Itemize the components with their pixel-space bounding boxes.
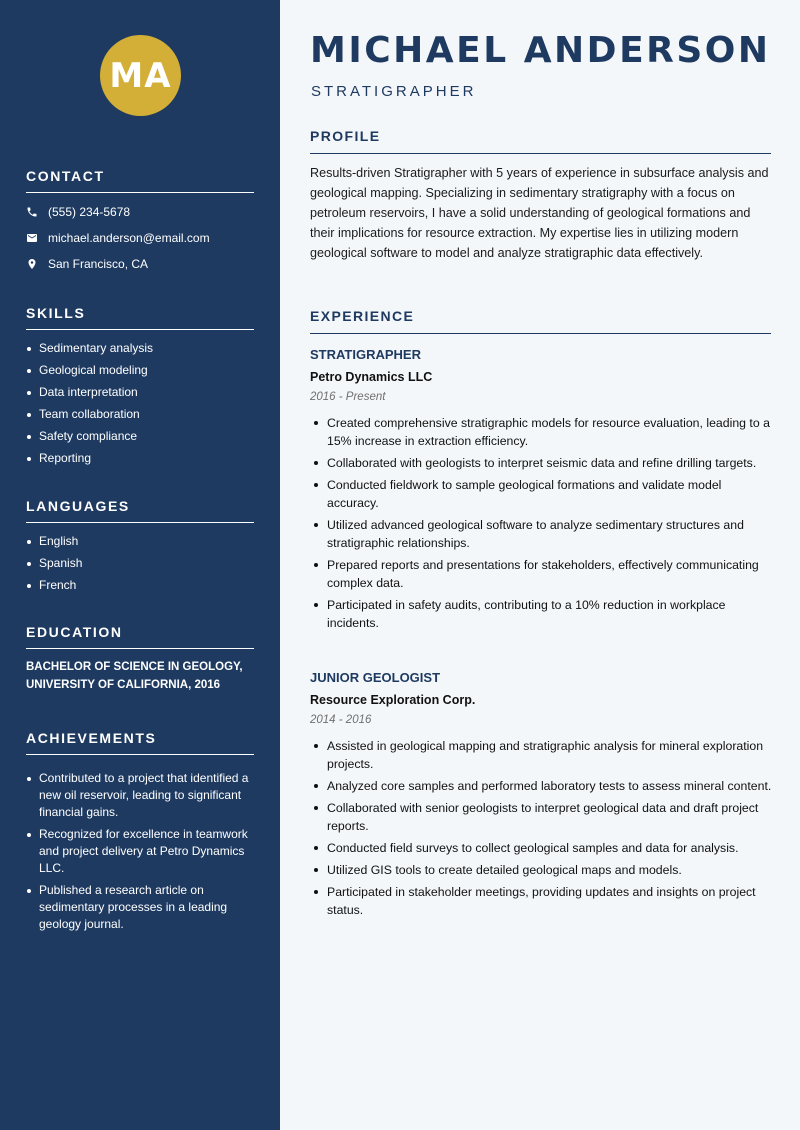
job-bullet: Utilized advanced geological software to analyze sedimentary structures and stratigraphic relationships.	[310, 516, 775, 552]
job-bullet: Conducted field surveys to collect geological samples and data for analysis.	[310, 839, 775, 857]
achievement-item: Contributed to a project that identified a new oil reservoir, leading to significant financial gains.	[26, 770, 256, 821]
sidebar	[0, 0, 280, 1130]
location-text: San Francisco, CA	[48, 257, 149, 271]
profile-heading: PROFILE	[310, 128, 771, 154]
contact-phone[interactable]	[26, 205, 130, 219]
skill-item: Reporting	[26, 450, 256, 467]
job-bullet: Participated in stakeholder meetings, providing updates and insights on project status.	[310, 883, 775, 919]
profile-text: Results-driven Stratigrapher with 5 years of experience in subsurface analysis and geological mapping. Specializing in sedimentary stratigraphy with a focus on petroleum reservoirs, I have a solid understanding of geological formations and their implications for resource extraction. My expertise lies in utilizing modern geological software to model and analyze stratigraphic data effectively.	[310, 166, 769, 260]
job-title: STRATIGRAPHER	[310, 347, 421, 362]
contact-heading: CONTACT	[26, 168, 254, 193]
job-title-header: STRATIGRAPHER	[311, 83, 477, 100]
language-item: French	[26, 577, 256, 594]
job-bullet: Conducted fieldwork to sample geological formations and validate model accuracy.	[310, 476, 775, 512]
skill-item: Team collaboration	[26, 406, 256, 423]
education-entry: BACHELOR OF SCIENCE IN GEOLOGY, UNIVERSITY OF CALIFORNIA, 2016	[26, 661, 243, 691]
job-dates: 2016 - Present	[310, 391, 386, 403]
candidate-name: MICHAEL ANDERSON	[310, 30, 771, 71]
job-bullet: Collaborated with geologists to interpret seismic data and refine drilling targets.	[310, 454, 775, 472]
job-bullet: Participated in safety audits, contributing to a 10% reduction in workplace incidents.	[310, 596, 775, 632]
skill-item: Geological modeling	[26, 362, 256, 379]
language-item: Spanish	[26, 555, 256, 572]
job-dates: 2014 - 2016	[310, 714, 372, 726]
achievement-item: Recognized for excellence in teamwork and project delivery at Petro Dynamics LLC.	[26, 826, 256, 877]
skill-item: Safety compliance	[26, 428, 256, 445]
job-bullet: Created comprehensive stratigraphic models for resource evaluation, leading to a 15% increase in extraction efficiency.	[310, 414, 775, 450]
job-bullets	[310, 737, 775, 923]
job-bullets	[310, 414, 775, 636]
avatar: MA	[100, 35, 181, 116]
languages-list	[26, 533, 256, 599]
job-bullet: Analyzed core samples and performed laboratory tests to assess mineral content.	[310, 777, 775, 795]
job-bullet: Collaborated with senior geologists to interpret geological data and draft project reports.	[310, 799, 775, 835]
language-item: English	[26, 533, 256, 550]
education-heading: EDUCATION	[26, 624, 254, 649]
phone-text: (555) 234-5678	[48, 205, 131, 219]
skill-item: Sedimentary analysis	[26, 340, 256, 357]
email-text: michael.anderson@email.com	[48, 231, 210, 245]
achievement-item: Published a research article on sedimentary processes in a leading geology journal.	[26, 882, 256, 933]
company-name: Resource Exploration Corp.	[310, 693, 476, 707]
achievements-heading: ACHIEVEMENTS	[26, 730, 254, 755]
location-pin-icon	[26, 258, 38, 270]
email-icon	[26, 232, 38, 244]
skills-list	[26, 340, 256, 472]
job-bullet: Assisted in geological mapping and stratigraphic analysis for mineral exploration projects.	[310, 737, 775, 773]
languages-heading: LANGUAGES	[26, 498, 254, 523]
job-title: JUNIOR GEOLOGIST	[310, 670, 441, 685]
contact-location	[26, 257, 148, 271]
skills-heading: SKILLS	[26, 305, 254, 330]
job-bullet: Utilized GIS tools to create detailed geological maps and models.	[310, 861, 775, 879]
skill-item: Data interpretation	[26, 384, 256, 401]
job-bullet: Prepared reports and presentations for stakeholders, effectively communicating complex data.	[310, 556, 775, 592]
experience-heading: EXPERIENCE	[310, 308, 771, 334]
main-content	[280, 0, 800, 1130]
contact-email[interactable]	[26, 231, 210, 245]
phone-icon	[26, 206, 38, 218]
achievements-list	[26, 770, 256, 938]
company-name: Petro Dynamics LLC	[310, 370, 433, 384]
